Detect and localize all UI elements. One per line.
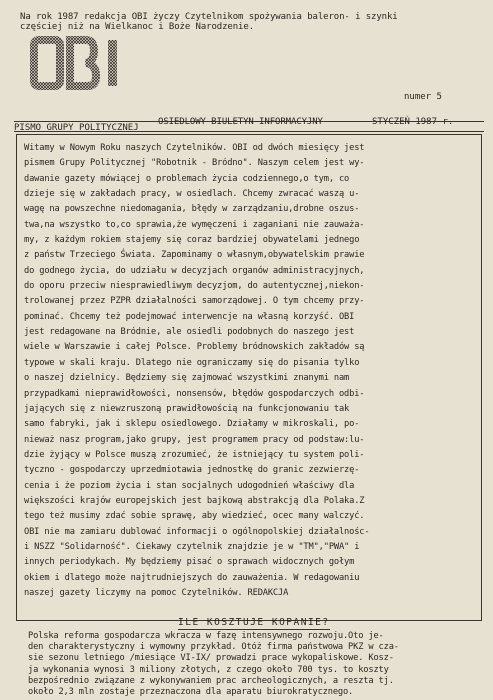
- text-line: innych periodykach. My będziemy pisać o sprawach widocznych gołym: [24, 557, 355, 568]
- greeting-line: Na rok 1987 redakcja OBI życzy Czytelnikom spożywania baleron- i szynki: [20, 12, 398, 22]
- text-line: jających się z niewzruszoną prawidłowością na funkcjonowaniu tak: [24, 403, 350, 414]
- greeting-line: częściej niż na Wielkanoc i Boże Narodzenie.: [20, 22, 255, 32]
- newsletter-subtitle: OSIEDLOWY BIULETYN INFORMACYJNY: [158, 117, 323, 127]
- text-line: pismem Grupy Politycznej "Robotnik - Bródno". Naszym celem jest wy-: [24, 158, 365, 169]
- text-line: den charakterystyczny i wymowny przykład. Otóż firma państwowa PKZ w cza-: [28, 642, 399, 653]
- text-line: okiem i dlatego może najtrudniejszych do zauważenia. W redagowaniu: [24, 572, 360, 583]
- text-line: pominać. Chcemy też podejmować interwencje na własną korzyść. OBI: [24, 311, 355, 322]
- text-line: większości krajów europejskich jest bajkową abstrakcją dla Polaka.Z: [24, 495, 365, 506]
- text-line: z państw Trzeciego Świata. Zapominamy o własnym,obywatelskim prawie: [24, 250, 365, 261]
- text-line: bezpośrednio związane z wykonywaniem prac archeologicznych, a reszta tj.: [28, 675, 394, 686]
- text-line: trolowanej przez PZPR działalności samorządowej. O tym chcemy przy-: [24, 296, 365, 307]
- text-line: dzie żyjący w Polsce muszą zrozumieć, że istniejący tu system poli-: [24, 449, 365, 460]
- section-label: PISMO GRUPY POLITYCZNEJ: [14, 123, 139, 133]
- editorial-text: [24, 141, 476, 601]
- text-line: o naszej dzielnicy. Będziemy się zajmować wszystkimi znanymi nam: [24, 373, 350, 384]
- text-line: dawanie gazety mówiącej o problemach życia codziennego,o tym, co: [24, 173, 350, 184]
- article-heading: ILE KOSZTUJE KOPANIE?: [178, 617, 330, 628]
- text-line: dzieje się w zakładach pracy, w osiedlach. Chcemy zwracać waszą u-: [24, 189, 360, 200]
- text-line: wagę na powszechne niedomagania, błędy w zarządzaniu,drobne oszus-: [24, 204, 360, 215]
- text-line: Witamy w Nowym Roku naszych Czytelników. OBI od dwóch miesięcy jest: [24, 143, 365, 153]
- article-text: [28, 631, 480, 698]
- text-line: typowe w skali kraju. Dlatego nie ograniczamy się do pisania tylko: [24, 357, 360, 368]
- text-line: cenia i że poziom życia i stan socjalnych udogodnień właściwy dla: [24, 480, 355, 491]
- new-year-greeting: [20, 12, 480, 32]
- text-line: jest redagowane na Bródnie, ale osiedli podobnych do naszego jest: [24, 327, 355, 338]
- text-line: tyczno - gospodarczy uprzedmiotawia jednostkę do granic zezwierzę-: [24, 465, 360, 476]
- text-line: tego też musimy zdać sobie sprawę, aby wiedzieć, ocec many walczyć.: [24, 511, 365, 522]
- text-line: do oporu przeciw niesprawiedliwym decyzjom, do autentycznej,niekon-: [24, 281, 365, 292]
- issue-date: STYCZEŃ 1987 r.: [372, 117, 454, 127]
- obi-logo: [30, 36, 130, 92]
- issue-number: numer 5: [404, 92, 442, 102]
- text-line: naszej gazety liczymy na pomoc Czytelników. REDAKCJA: [24, 587, 289, 598]
- text-line: OBI nie ma zamiaru dublować informacji o ogólnopolskiej działalnośc-: [24, 526, 370, 537]
- text-line: wiele w Warszawie i całej Polsce. Problemy bródnowskich zakładów są: [24, 342, 365, 353]
- text-line: nieważ nasz program,jako grupy, jest programem pracy od podstaw:lu-: [24, 434, 365, 445]
- text-line: i NSZZ "Solidarność". Ciekawy czytelnik znajdzie je w "TM","PWA" i: [24, 541, 360, 552]
- text-line: samo fabryki, jak i sklepu osiedlowego. Działamy w mikroskali, po-: [24, 419, 360, 430]
- text-line: przypadkami nieprawidłowości, nonsensów, błędów gospodarczych odbi-: [24, 388, 365, 399]
- text-line: twa,na wszystko to,co sprawia,że wymęczeni i zaganiani nie zauważa-: [24, 219, 365, 230]
- header-rule: [14, 131, 484, 132]
- text-line: sie sezonu letniego /miesiące VI-IX/ prowadzi prace wykopaliskowe. Kosz-: [28, 653, 394, 664]
- text-line: my, z każdym rokiem stajemy się coraz bardziej obywatelami jednego: [24, 235, 360, 246]
- text-line: około 2,3 mln zostaje przeznaczona dla aparatu biurokratycznego.: [28, 687, 354, 698]
- text-line: do godnego życia, do udziału w decyzjach organów administracyjnych,: [24, 265, 365, 276]
- text-line: Polska reforma gospodarcza wkracza w fazę intensywnego rozwoju.Oto je-: [28, 631, 384, 641]
- text-line: ja wykonania wynosi 3 miliony złotych, z czego około 700 tys. to koszty: [28, 664, 389, 675]
